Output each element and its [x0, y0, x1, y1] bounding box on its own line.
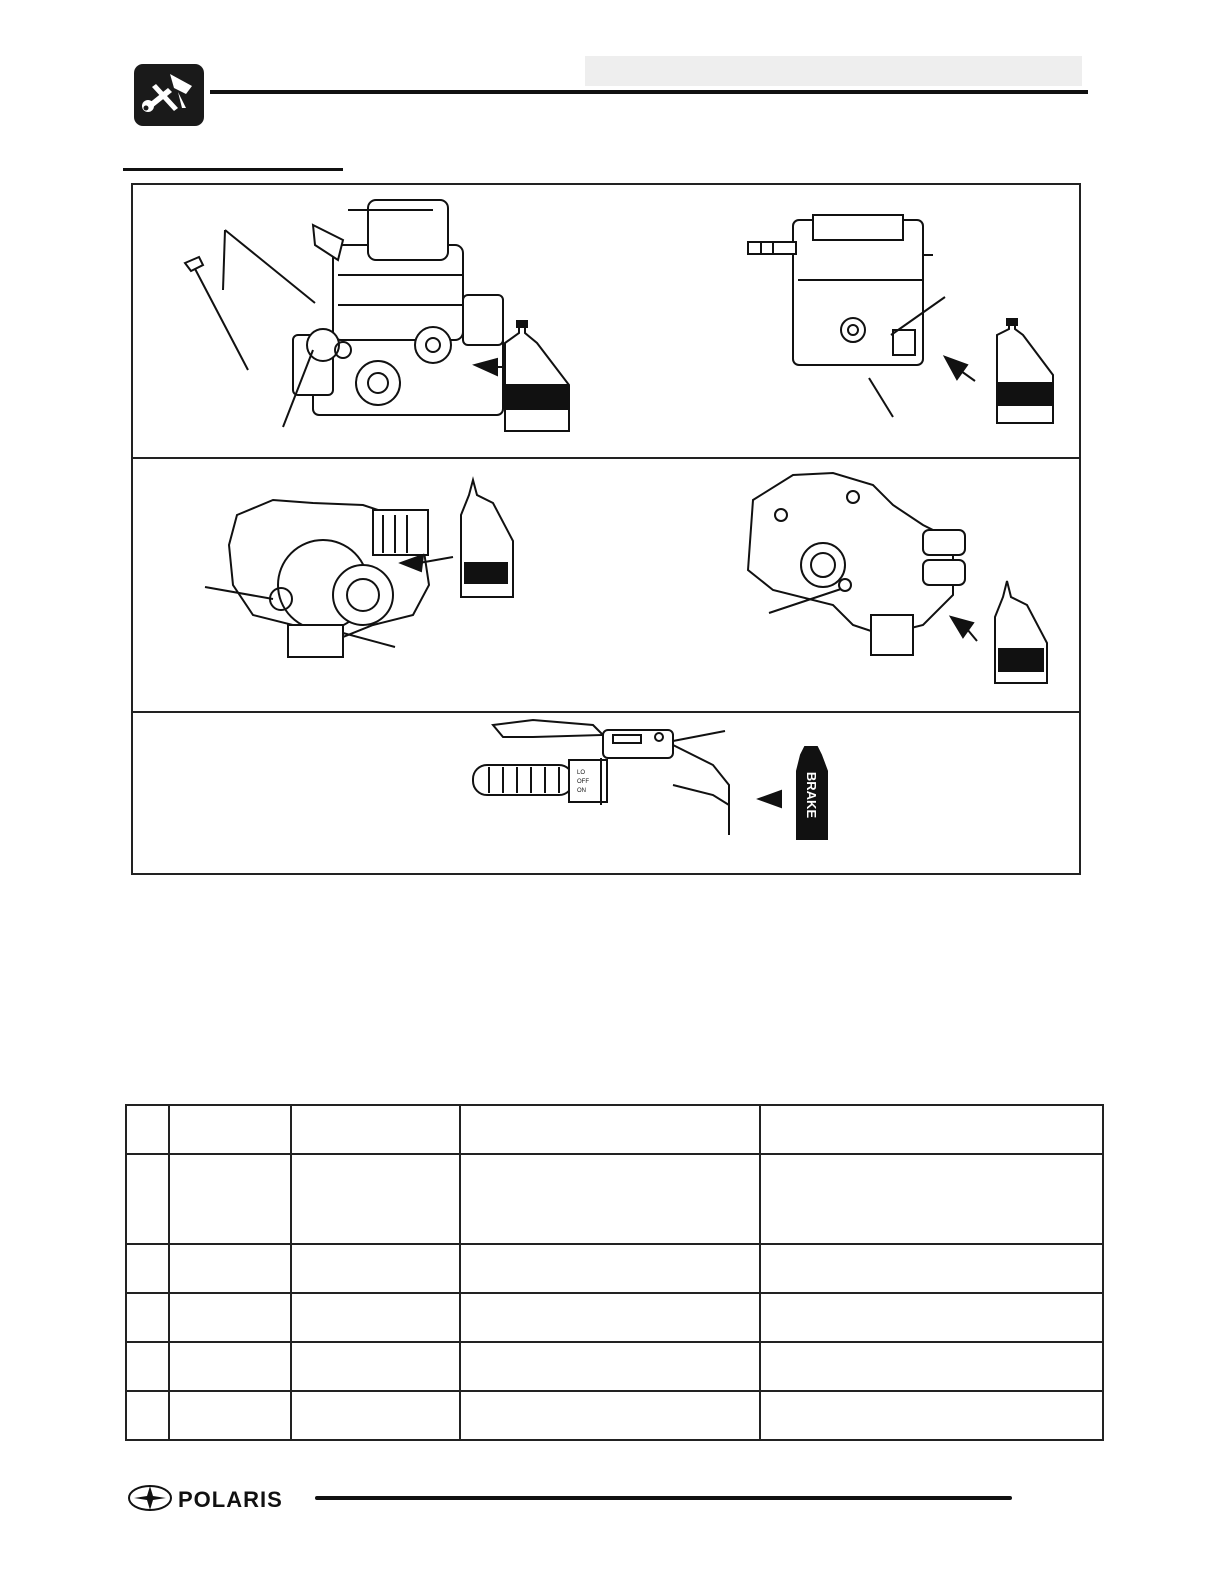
throttle-label-on: ON	[577, 788, 586, 794]
table-cell	[169, 1293, 291, 1342]
table-cell	[126, 1391, 169, 1440]
table-cell	[169, 1391, 291, 1440]
transmission-illustration	[748, 215, 975, 417]
table-cell	[126, 1293, 169, 1342]
table-row	[126, 1293, 1103, 1342]
table-row	[126, 1391, 1103, 1440]
table-row	[126, 1342, 1103, 1391]
brake-fluid-label: BRAKE	[804, 771, 819, 819]
table-cell	[169, 1244, 291, 1293]
table-cell	[460, 1293, 759, 1342]
engine-oil-container-icon	[505, 321, 569, 431]
throttle-label-off: OFF	[577, 779, 589, 785]
engine-illustration	[185, 200, 505, 427]
table-cell	[169, 1154, 291, 1244]
table-cell	[126, 1244, 169, 1293]
rear-gearcase-illustration	[748, 473, 977, 655]
table-cell	[460, 1154, 759, 1244]
table-header-cell	[760, 1105, 1103, 1154]
maintenance-section-icon	[134, 64, 204, 126]
transmission-oil-container-icon	[997, 319, 1053, 423]
section-heading-underline	[123, 168, 343, 171]
table-cell	[760, 1342, 1103, 1391]
table-cell	[760, 1391, 1103, 1440]
table-header-cell	[169, 1105, 291, 1154]
table-cell	[760, 1293, 1103, 1342]
table-cell	[760, 1154, 1103, 1244]
table-header-cell	[291, 1105, 461, 1154]
header-title-band	[585, 56, 1082, 86]
front-gearcase-illustration	[205, 500, 453, 657]
polaris-logo	[126, 1480, 312, 1516]
throttle-label-lo: LO	[577, 770, 586, 776]
table-header-row	[126, 1105, 1103, 1154]
table-cell	[291, 1154, 461, 1244]
table-cell	[291, 1342, 461, 1391]
table-cell	[760, 1244, 1103, 1293]
table-row	[126, 1154, 1103, 1244]
table-header-cell	[460, 1105, 759, 1154]
lubrication-points-figure	[131, 183, 1081, 875]
table-cell	[291, 1293, 461, 1342]
footer-rule	[315, 1496, 1012, 1500]
lubrication-table	[125, 1104, 1104, 1441]
table-cell	[460, 1391, 759, 1440]
table-cell	[126, 1154, 169, 1244]
table-header-cell	[126, 1105, 169, 1154]
front-gearcase-fluid-bottle-icon	[461, 480, 513, 597]
polaris-star-icon	[134, 1486, 166, 1510]
table-cell	[291, 1244, 461, 1293]
table-cell	[460, 1244, 759, 1293]
table-cell	[291, 1391, 461, 1440]
table-cell	[126, 1342, 169, 1391]
table-row	[126, 1244, 1103, 1293]
table-cell	[169, 1342, 291, 1391]
polaris-wordmark: POLARIS	[178, 1487, 283, 1512]
table-cell	[460, 1342, 759, 1391]
header-rule	[210, 90, 1088, 94]
rear-gearcase-fluid-bottle-icon	[995, 581, 1047, 683]
brake-master-cylinder-illustration	[473, 720, 781, 835]
